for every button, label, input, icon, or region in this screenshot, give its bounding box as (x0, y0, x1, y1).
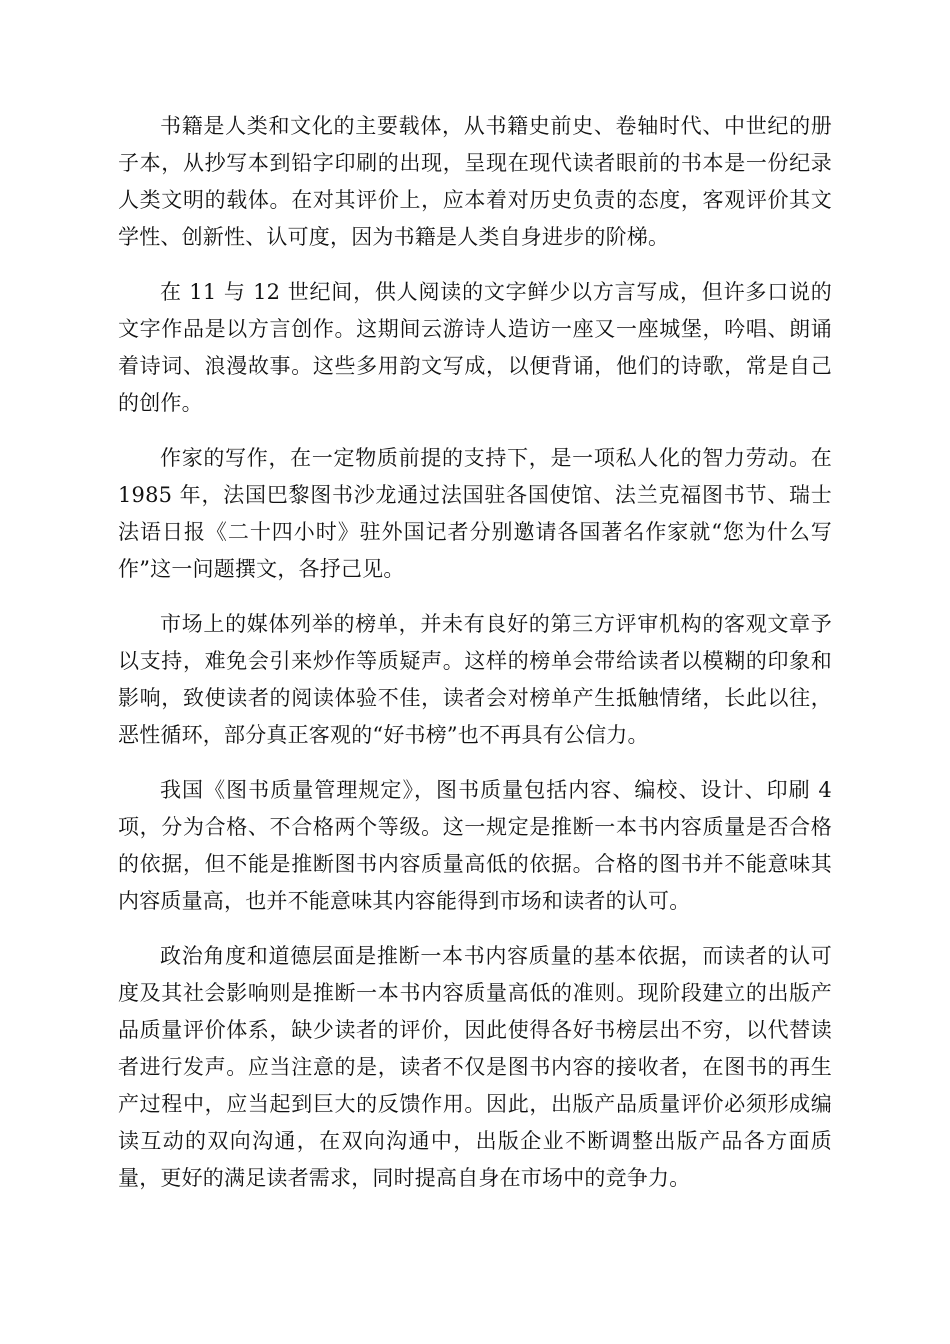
paragraph-3: 作家的写作，在一定物质前提的支持下，是一项私人化的智力劳动。在 1985 年，法国巴黎图书沙龙通过法国驻各国使馆、法兰克福图书节、瑞士法语日报《二十四小时》驻外国记者分别邀请各国著名作家就“您为什么写作”这一问题撰文，各抒己见。 (118, 446, 832, 581)
paragraph-1: 书籍是人类和文化的主要载体，从书籍史前史、卷轴时代、中世纪的册子本，从抄写本到铅字印刷的出现，呈现在现代读者眼前的书本是一份纪录人类文明的载体。在对其评价上，应本着对历史负责的态度，客观评价其文学性、创新性、认可度，因为书籍是人类自身进步的阶梯。 (118, 114, 832, 249)
paragraph-4: 市场上的媒体列举的榜单，并未有良好的第三方评审机构的客观文章予以支持，难免会引来炒作等质疑声。这样的榜单会带给读者以模糊的印象和影响，致使读者的阅读体验不佳，读者会对榜单产生抵触情绪，长此以往，恶性循环，部分真正客观的“好书榜”也不再具有公信力。 (118, 612, 832, 747)
paragraph-2: 在 11 与 12 世纪间，供人阅读的文字鲜少以方言写成，但许多口说的文字作品是以方言创作。这期间云游诗人造访一座又一座城堡，吟唱、朗诵着诗词、浪漫故事。这些多用韵文写成，以便背诵，他们的诗歌，常是自己的创作。 (118, 280, 832, 415)
paragraph-6: 政治角度和道德层面是推断一本书内容质量的基本依据，而读者的认可度及其社会影响则是推断一本书内容质量高低的准则。现阶段建立的出版产品质量评价体系，缺少读者的评价，因此使得各好书榜层出不穷，以代替读者进行发声。应当注意的是，读者不仅是图书内容的接收者，在图书的再生产过程中，应当起到巨大的反馈作用。因此，出版产品质量评价必须形成编读互动的双向沟通，在双向沟通中，出版企业不断调整出版产品各方面质量，更好的满足读者需求，同时提高自身在市场中的竞争力。 (118, 944, 832, 1190)
paragraph-5: 我国《图书质量管理规定》，图书质量包括内容、编校、设计、印刷 4 项，分为合格、不合格两个等级。这一规定是推断一本书内容质量是否合格的依据，但不能是推断图书内容质量高低的依据。合格的图书并不能意味其内容质量高，也并不能意味其内容能得到市场和读者的认可。 (118, 778, 832, 913)
document-body (118, 108, 832, 1215)
